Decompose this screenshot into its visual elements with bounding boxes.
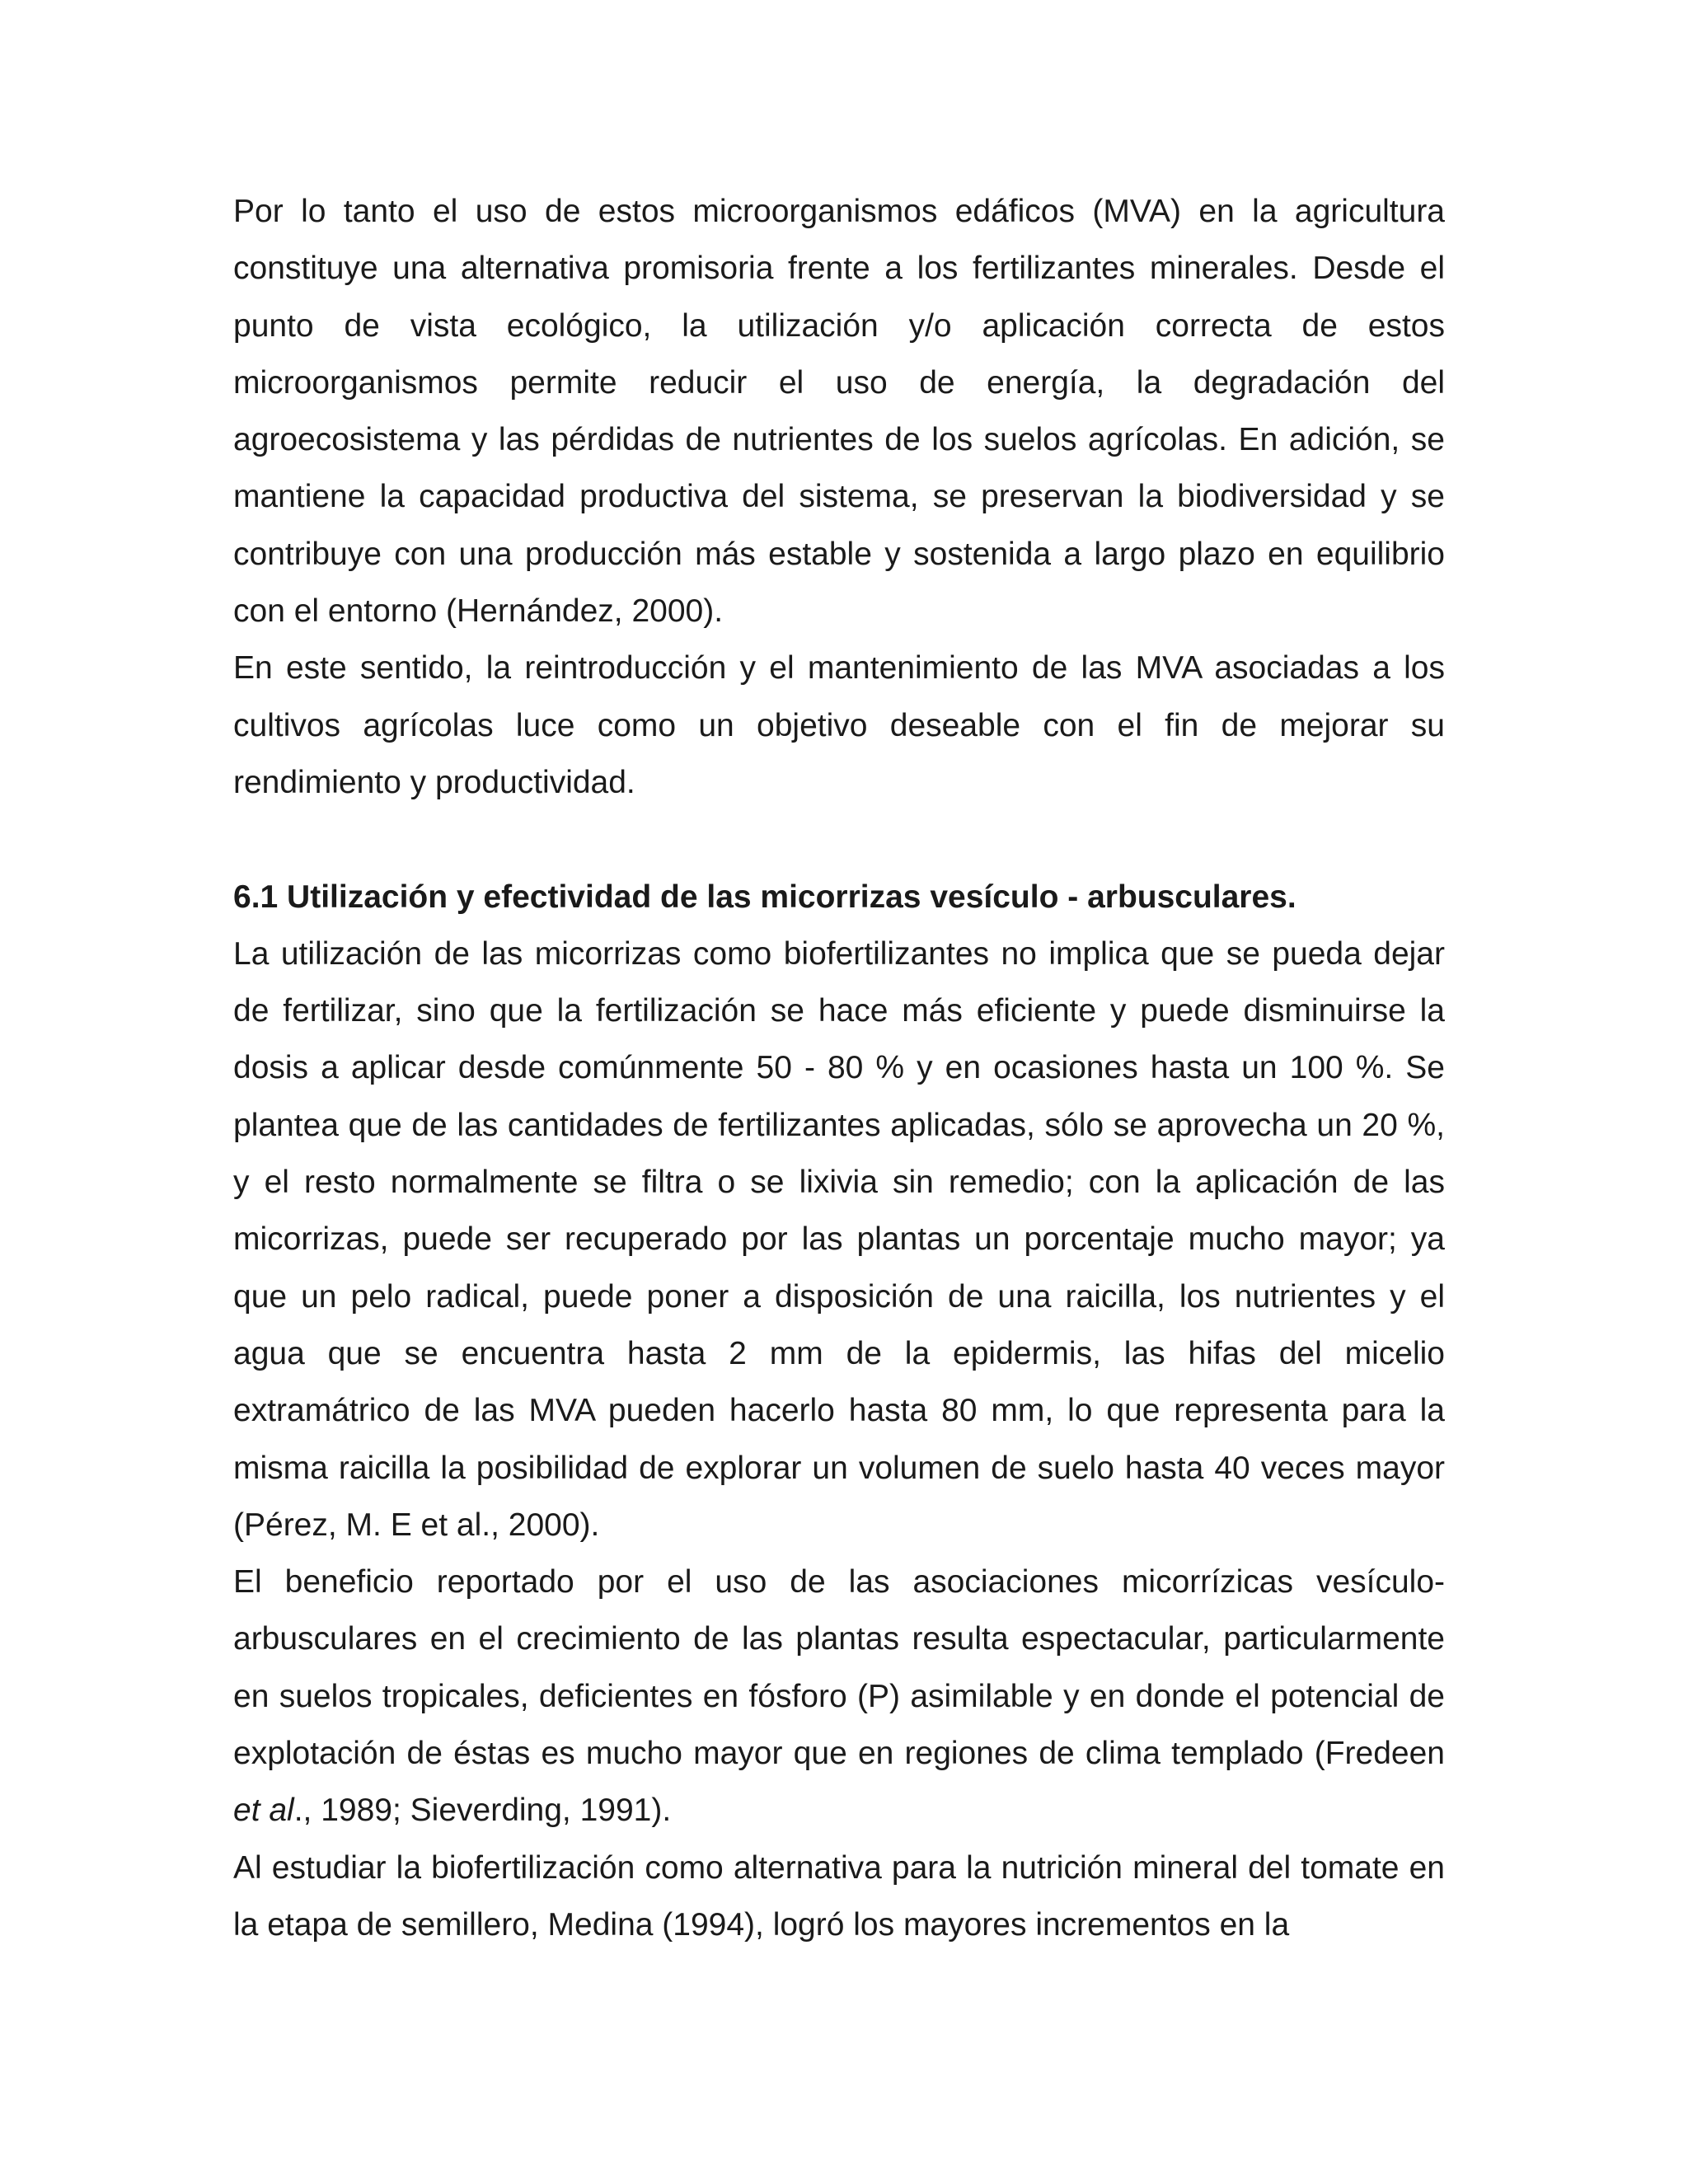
paragraph-biofertilizer-usage: La utilización de las micorrizas como biofertilizantes no implica que se pueda dejar de fertilizar, sino que la fertilización se hace más eficiente y puede disminuirse la dosis a aplicar desde comúnmente 50 - 80 % y en ocasiones hasta un 100 %. Se plantea que de las cantidades de fertilizantes aplicadas, sólo se aprovecha un 20 %, y el resto normalmente se filtra o se lixivia sin remedio; con la aplicación de las micorrizas, puede ser recuperado por las plantas un porcentaje mucho mayor; ya que un pelo radical, puede poner a disposición de una raicilla, los nutrientes y el agua que se encuentra hasta 2 mm de la epidermis, las hifas del micelio extramátrico de las MVA pueden hacerlo hasta 80 mm, lo que representa para la misma raicilla la posibilidad de explorar un volumen de suelo hasta 40 veces mayor (Pérez, M. E et al., 2000).: [233, 935, 1445, 1543]
paragraph-benefit: [233, 1554, 1445, 1839]
paragraph-mva-alternative: Por lo tanto el uso de estos microorganismos edáficos (MVA) en la agricultura constituye una alternativa promisoria frente a los fertilizantes minerales. Desde el punto de vista ecológico, la utilización y/o aplicación correcta de estos microorganismos permite reducir el uso de energía, la degradación del agroecosistema y las pérdidas de nutrientes de los suelos agrícolas. En adición, se mantiene la capacidad productiva del sistema, se preservan la biodiversidad y se contribuye con una producción más estable y sostenida a largo plazo en equilibrio con el entorno (Hernández, 2000).: [233, 194, 1445, 630]
citation-et-al: et al: [233, 1793, 294, 1829]
section-heading: 6.1 Utilización y efectividad de las micorrizas vesículo - arbusculares.: [233, 879, 1296, 915]
benefit-text: El beneficio reportado por el uso de las asociaciones micorrízicas vesículo-arbusculares en el crecimiento de las plantas resulta espectacular, particularmente en suelos tropicales, deficientes en fósforo (P) asimilable y en donde el potencial de explotación de éstas es mucho mayor que en regiones de clima templado (Fredeen: [233, 1564, 1445, 1772]
body-text: [233, 183, 1445, 1953]
paragraph-reintroduction: En este sentido, la reintroducción y el mantenimiento de las MVA asociadas a los cultivos agrícolas luce como un objetivo deseable con el fin de mejorar su rendimiento y productividad.: [233, 650, 1445, 800]
paragraph-spacer: [233, 811, 1445, 868]
citation-tail: ., 1989; Sieverding, 1991).: [293, 1793, 672, 1829]
paragraph-tomato-study: Al estudiar la biofertilización como alternativa para la nutrición mineral del tomate en la etapa de semillero, Medina (1994), logró los mayores incrementos en la: [233, 1849, 1445, 1943]
